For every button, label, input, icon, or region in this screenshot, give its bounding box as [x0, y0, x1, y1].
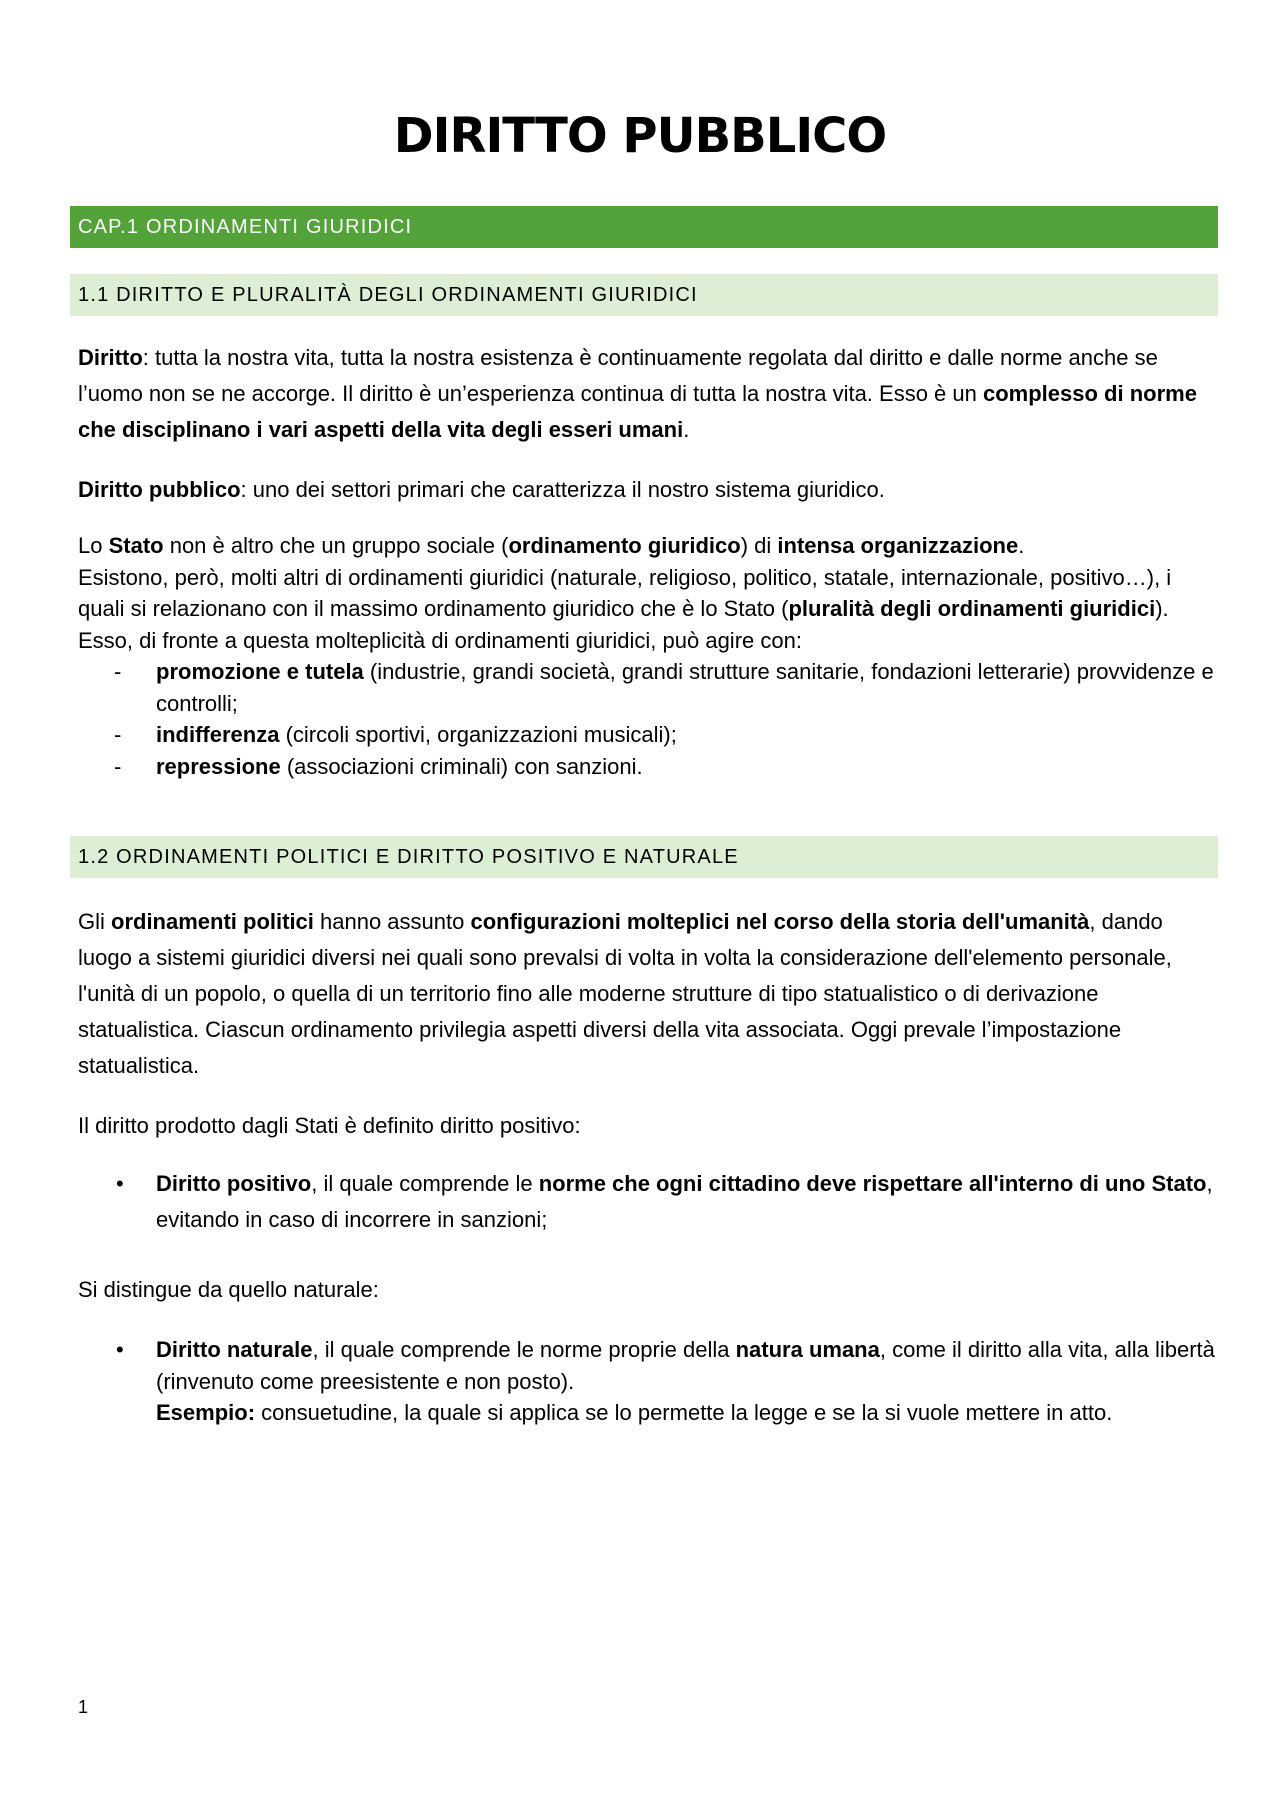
document-title: DIRITTO PUBBLICO — [393, 108, 887, 164]
section-heading-1-1 — [70, 274, 1218, 316]
section-heading-1-2 — [70, 836, 1218, 878]
list-item: - repressione (associazioni criminali) con sanzioni. — [114, 753, 643, 779]
bullet-icon: • — [116, 1337, 124, 1362]
paragraph-diritto-naturale-intro: Si distingue da quello naturale: — [78, 1277, 379, 1302]
paragraph-diritto-pubblico: Diritto pubblico: uno dei settori primari che caratterizza il nostro sistema giuridico. — [78, 477, 885, 502]
paragraph-diritto: Diritto: tutta la nostra vita, tutta la nostra esistenza è continuamente regolata dal diritto e dalle norme anche se l’uomo non se ne accorge. Il diritto è un’esperienza continua di tutta la nostra vita. Esso è un complesso di norme che disciplinano i vari aspetti della vita degli esseri umani. — [78, 345, 1197, 442]
dash-list — [78, 656, 1218, 782]
list-item: - indifferenza (circoli sportivi, organizzazioni musicali); — [114, 722, 677, 747]
section-heading-1-2-label: 1.2 ORDINAMENTI POLITICI E DIRITTO POSITIVO E NATURALE — [78, 845, 739, 868]
paragraph-stato: Lo Stato non è altro che un gruppo sociale (ordinamento giuridico) di intensa organizzazione. Esistono, però, molti altri di ordinamenti giuridici (naturale, religioso, politico, statale, internazionale, positivo…), i quali si relazionano con il massimo ordinamento giuridico che è lo Stato (pluralità degli ordinamenti giuridici). Esso, di fronte a questa molteplicità di ordinamenti giuridici, può agire con: - promozione e tutela (industrie, grandi società, grandi strutture sanitarie, fondazioni letterarie) provvidenze e controlli; - indifferenza (circoli sportivi, organizzazioni musicali); - repressione (associazioni criminali) con sanzioni. — [78, 530, 1218, 782]
paragraph-diritto-positivo-intro: Il diritto prodotto dagli Stati è definito diritto positivo: — [78, 1113, 581, 1138]
bullet-diritto-naturale: • Diritto naturale, il quale comprende le norme proprie della natura umana, come il diritto alla vita, alla libertà (rinvenuto come preesistente e non posto). Esempio: consuetudine, la quale si applica se lo permette la legge e se la si vuole mettere in atto. — [78, 1334, 1218, 1429]
paragraph-ordinamenti-politici: Gli ordinamenti politici hanno assunto configurazioni molteplici nel corso della storia dell'umanità, dando luogo a sistemi giuridici diversi nei quali sono prevalsi di volta in volta la considerazione dell'elemento personale, l'unità di un popolo, o quella di un territorio fino alle moderne strutture di tipo statualistico o di derivazione statualistica. Ciascun ordinamento privilegia aspetti diversi della vita associata. Oggi prevale l’impostazione statualistica. — [78, 909, 1172, 1078]
chapter-heading-label: CAP.1 ORDINAMENTI GIURIDICI — [78, 215, 413, 238]
list-item: - promozione e tutela (industrie, grandi società, grandi strutture sanitarie, fondazioni letterarie) provvidenze e controlli; — [114, 659, 1214, 716]
section-heading-1-1-label: 1.1 DIRITTO E PLURALITÀ DEGLI ORDINAMENTI GIURIDICI — [78, 283, 698, 306]
bullet-diritto-positivo: • Diritto positivo, il quale comprende le norme che ogni cittadino deve rispettare all'interno di uno Stato, evitando in caso di incorrere in sanzioni; — [78, 1166, 1218, 1238]
page-number: 1 — [78, 1697, 89, 1717]
bullet-icon: • — [116, 1171, 124, 1196]
chapter-heading — [70, 206, 1218, 248]
term-diritto-pubblico: Diritto pubblico — [78, 477, 241, 502]
term-diritto: Diritto — [78, 345, 143, 370]
